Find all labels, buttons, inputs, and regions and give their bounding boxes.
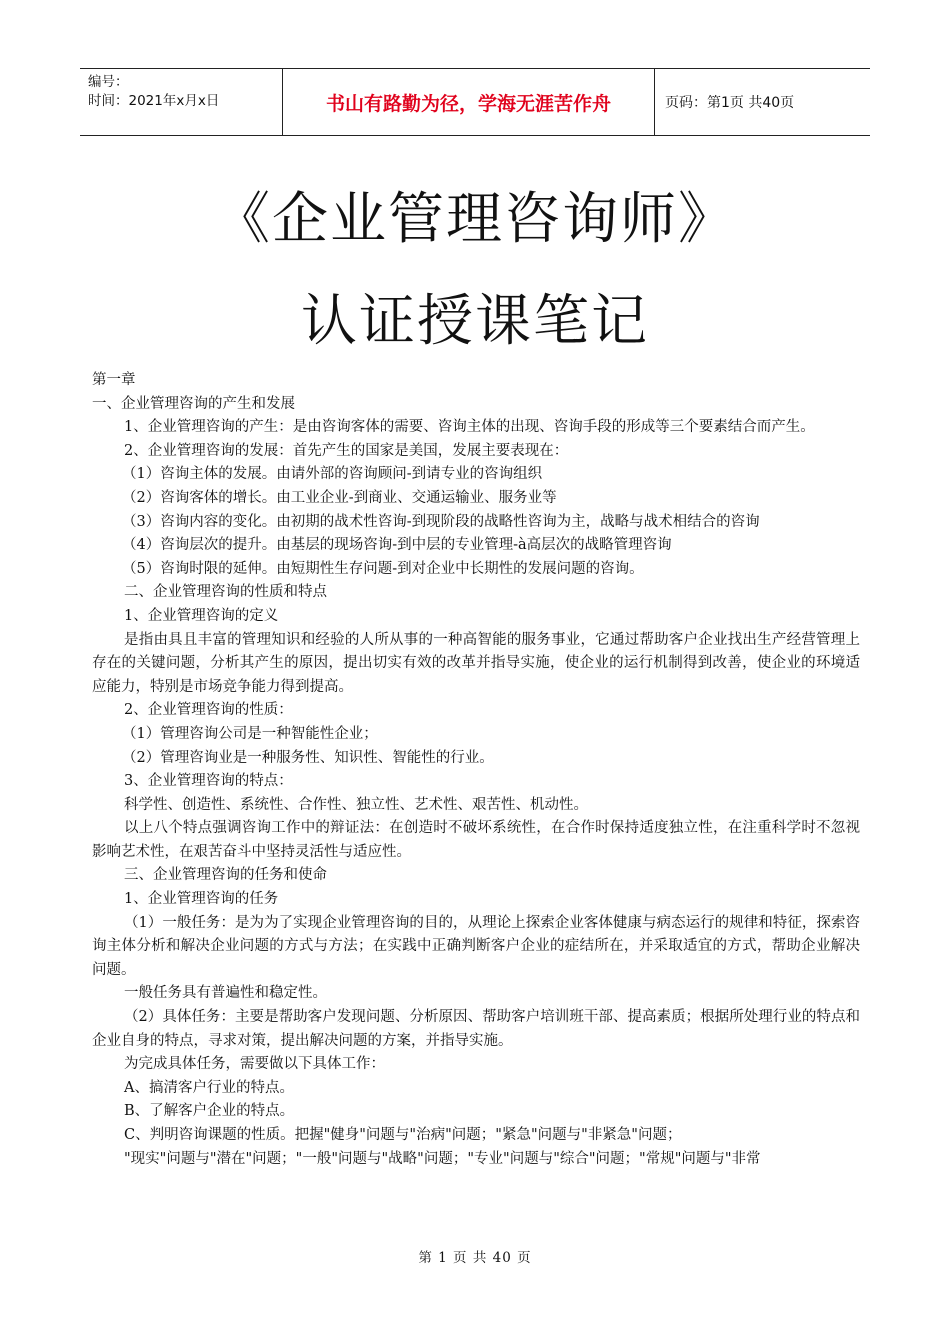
body-paragraph: B、了解客户企业的特点。 xyxy=(124,1103,295,1120)
body-paragraph: 科学性、创造性、系统性、合作性、独立性、艺术性、艰苦性、机动性。 xyxy=(124,796,588,813)
body-paragraph: （1）管理咨询公司是一种智能性企业； xyxy=(122,725,378,742)
body-paragraph: （4）咨询层次的提升。由基层的现场咨询-到中层的专业管理-à高层次的战略管理咨询 xyxy=(122,537,672,554)
body-paragraph: A、搞清客户行业的特点。 xyxy=(124,1079,294,1096)
body-paragraph: 一般任务具有普遍性和稳定性。 xyxy=(124,985,327,1002)
body-paragraph: 三、企业管理咨询的任务和使命 xyxy=(124,867,327,884)
body-paragraph: （5）咨询时限的延伸。由短期性生存问题-到对企业中长期性的发展问题的咨询。 xyxy=(122,560,644,577)
document-number-label: 编号： xyxy=(88,74,129,90)
body-paragraph: 二、企业管理咨询的性质和特点 xyxy=(124,584,327,601)
body-paragraph: "现实"问题与"潜在"问题；"一般"问题与"战略"问题；"专业"问题与"综合"问题；"常规"问题与"非常 xyxy=(124,1150,761,1167)
body-paragraph: 1、企业管理咨询的任务 xyxy=(124,891,279,908)
body-paragraph: （2）具体任务：主要是帮助客户发现问题、分析原因、帮助客户培训班干部、提高素质；根据所处理行业的特点和企业自身的特点，寻求对策，提出解决问题的方案，并指导实施。 xyxy=(92,1009,860,1049)
body-paragraph: 2、企业管理咨询的发展：首先产生的国家是美国，发展主要表现在： xyxy=(124,442,569,459)
document-title-line-2: 认证授课笔记 xyxy=(301,289,649,354)
body-paragraph: 以上八个特点强调咨询工作中的辩证法：在创造时不破坏系统性，在合作时保持适度独立性，在注重科学时不忽视影响艺术性，在艰苦奋斗中坚持灵活性与适应性。 xyxy=(92,820,860,860)
document-date-label: 时间：2021年x月x日 xyxy=(88,93,220,109)
body-paragraph: 一、企业管理咨询的产生和发展 xyxy=(92,395,295,412)
body-paragraph: C、判明咨询课题的性质。把握"健身"问题与"治病"问题；"紧急"问题与"非紧急"问题； xyxy=(124,1127,682,1143)
body-paragraph: 是指由具且丰富的管理知识和经验的人所从事的一种高智能的服务事业，它通过帮助客户企业找出生产经营管理上存在的关键问题，分析其产生的原因，提出切实有效的改革并指导实施，使企业的运行机制得到改善，使企业的环境适应能力，特别是市场竞争能力得到提高。 xyxy=(92,631,860,695)
body-paragraph: 3、企业管理咨询的特点： xyxy=(124,773,293,790)
header-motto: 书山有路勤为径，学海无涯苦作舟 xyxy=(283,69,655,135)
body-paragraph: 第一章 xyxy=(92,372,136,388)
body-paragraph: （1）一般任务：是为为了实现企业管理咨询的目的，从理论上探索企业客体健康与病态运行的规律和特征，探索咨询主体分析和解决企业问题的方式与方法；在实践中正确判断客户企业的症结所在，并采取适宜的方式，帮助企业解决问题。 xyxy=(92,914,860,978)
body-paragraph: 1、企业管理咨询的定义 xyxy=(124,607,279,624)
body-paragraph: （2）管理咨询业是一种服务性、知识性、智能性的行业。 xyxy=(122,749,494,766)
body-paragraph: （2）咨询客体的增长。由工业企业-到商业、交通运输业、服务业等 xyxy=(122,489,557,506)
header-page-info: 页码：第1页 共40页 xyxy=(665,95,795,111)
header-meta xyxy=(80,69,283,135)
body-paragraph: 1、企业管理咨询的产生：是由咨询客体的需要、咨询主体的出现、咨询手段的形成等三个要素结合而产生。 xyxy=(124,419,815,436)
body-paragraph: 为完成具体任务，需要做以下具体工作： xyxy=(124,1056,385,1073)
document-body xyxy=(92,369,860,1171)
body-paragraph: 2、企业管理咨询的性质： xyxy=(124,702,293,719)
page-header xyxy=(80,68,870,136)
document-title-line-1: 《企业管理咨询师》 xyxy=(214,187,736,252)
body-paragraph: （1）咨询主体的发展。由请外部的咨询顾问-到请专业的咨询组织 xyxy=(122,466,543,483)
body-paragraph: （3）咨询内容的变化。由初期的战术性咨询-到现阶段的战略性咨询为主，战略与战术相结合的咨询 xyxy=(122,513,760,530)
page-footer: 第 1 页 共 40 页 xyxy=(418,1250,532,1266)
